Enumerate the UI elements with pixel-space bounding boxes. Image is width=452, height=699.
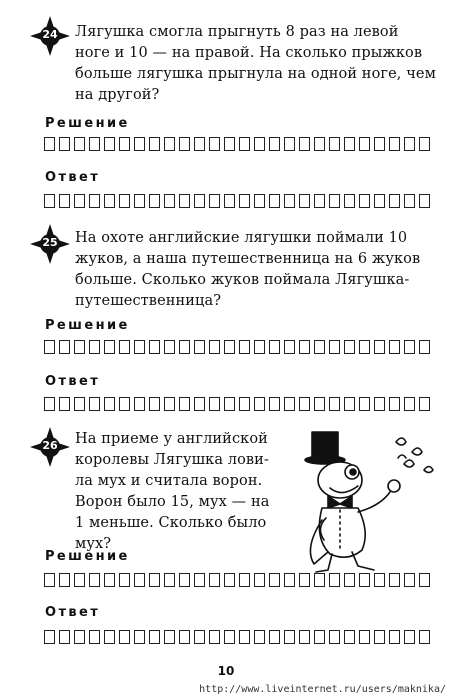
- answer-cell[interactable]: [74, 137, 85, 151]
- answer-cell[interactable]: [269, 630, 280, 644]
- answer-cell[interactable]: [134, 573, 145, 587]
- answer-cell[interactable]: [374, 137, 385, 151]
- answer-cell[interactable]: [209, 137, 220, 151]
- answer-cell[interactable]: [74, 573, 85, 587]
- answer-cell[interactable]: [224, 194, 235, 208]
- answer-cell[interactable]: [74, 397, 85, 411]
- answer-cell[interactable]: [194, 630, 205, 644]
- answer-cell[interactable]: [164, 397, 175, 411]
- compass-star-icon: [30, 224, 70, 264]
- answer-cell[interactable]: [224, 630, 235, 644]
- answer-cell[interactable]: [239, 137, 250, 151]
- answer-cell[interactable]: [164, 573, 175, 587]
- answer-cell[interactable]: [419, 573, 430, 587]
- answer-cell[interactable]: [164, 630, 175, 644]
- answer-cell[interactable]: [239, 194, 250, 208]
- answer-cell[interactable]: [419, 340, 430, 354]
- answer-cell[interactable]: [254, 397, 265, 411]
- answer-cell[interactable]: [314, 573, 325, 587]
- answer-cell[interactable]: [209, 573, 220, 587]
- answer-cell[interactable]: [74, 630, 85, 644]
- answer-cell[interactable]: [329, 194, 340, 208]
- answer-cell[interactable]: [359, 573, 370, 587]
- answer-cell[interactable]: [269, 137, 280, 151]
- answer-cell[interactable]: [164, 340, 175, 354]
- answer-cell[interactable]: [104, 397, 115, 411]
- answer-cell[interactable]: [224, 573, 235, 587]
- answer-cell[interactable]: [209, 194, 220, 208]
- answer-cell[interactable]: [419, 137, 430, 151]
- answer-cell[interactable]: [194, 573, 205, 587]
- answer-cell[interactable]: [209, 397, 220, 411]
- solution-label: Решение: [45, 318, 130, 333]
- solution-label: Решение: [45, 116, 130, 131]
- answer-cell[interactable]: [104, 573, 115, 587]
- answer-cell[interactable]: [284, 397, 295, 411]
- answer-cell[interactable]: [89, 194, 100, 208]
- answer-cell[interactable]: [119, 137, 130, 151]
- solution-label: Решение: [45, 549, 130, 564]
- answer-cell[interactable]: [44, 137, 55, 151]
- answer-cell[interactable]: [239, 340, 250, 354]
- answer-cell[interactable]: [344, 137, 355, 151]
- answer-cell[interactable]: [269, 194, 280, 208]
- answer-cell[interactable]: [224, 397, 235, 411]
- answer-cell[interactable]: [224, 137, 235, 151]
- problem-text: Лягушка смогла прыгнуть 8 раз на левой ноге и 10 — на правой. На сколько прыжков больше лягушка прыгнула на одной ноге, чем на другой?: [75, 24, 436, 103]
- problem-number: 24: [42, 28, 58, 41]
- answer-cell[interactable]: [194, 137, 205, 151]
- answer-cell[interactable]: [59, 137, 70, 151]
- answer-label: Ответ: [45, 605, 101, 620]
- answer-cell[interactable]: [389, 397, 400, 411]
- answer-cell[interactable]: [374, 340, 385, 354]
- answer-boxes[interactable]: [44, 630, 430, 644]
- compass-star-icon: [30, 16, 70, 56]
- answer-cell[interactable]: [389, 340, 400, 354]
- answer-cell[interactable]: [389, 630, 400, 644]
- answer-cell[interactable]: [419, 630, 430, 644]
- answer-cell[interactable]: [149, 630, 160, 644]
- answer-cell[interactable]: [239, 397, 250, 411]
- answer-label: Ответ: [45, 170, 101, 185]
- answer-cell[interactable]: [404, 340, 415, 354]
- answer-cell[interactable]: [59, 573, 70, 587]
- answer-cell[interactable]: [254, 340, 265, 354]
- frog-illustration: [300, 428, 446, 576]
- answer-cell[interactable]: [389, 194, 400, 208]
- answer-cell[interactable]: [284, 573, 295, 587]
- answer-cell[interactable]: [254, 194, 265, 208]
- answer-cell[interactable]: [194, 340, 205, 354]
- answer-cell[interactable]: [164, 194, 175, 208]
- answer-cell[interactable]: [209, 630, 220, 644]
- answer-cell[interactable]: [269, 573, 280, 587]
- answer-boxes[interactable]: [44, 397, 430, 411]
- answer-cell[interactable]: [344, 573, 355, 587]
- answer-cell[interactable]: [44, 397, 55, 411]
- answer-cell[interactable]: [404, 194, 415, 208]
- answer-cell[interactable]: [179, 630, 190, 644]
- answer-cell[interactable]: [404, 630, 415, 644]
- answer-cell[interactable]: [149, 573, 160, 587]
- answer-cell[interactable]: [59, 194, 70, 208]
- answer-cell[interactable]: [179, 397, 190, 411]
- answer-cell[interactable]: [134, 137, 145, 151]
- answer-cell[interactable]: [134, 340, 145, 354]
- answer-cell[interactable]: [314, 630, 325, 644]
- problem-number: 25: [42, 236, 58, 249]
- answer-cell[interactable]: [149, 194, 160, 208]
- answer-cell[interactable]: [284, 340, 295, 354]
- answer-cell[interactable]: [299, 137, 310, 151]
- answer-cell[interactable]: [104, 137, 115, 151]
- answer-cell[interactable]: [89, 573, 100, 587]
- watermark-url: http://www.liveinternet.ru/users/maknika/: [199, 684, 446, 695]
- solution-boxes[interactable]: [44, 573, 430, 587]
- answer-cell[interactable]: [404, 137, 415, 151]
- answer-cell[interactable]: [299, 630, 310, 644]
- answer-cell[interactable]: [404, 397, 415, 411]
- answer-cell[interactable]: [329, 397, 340, 411]
- answer-cell[interactable]: [284, 137, 295, 151]
- answer-cell[interactable]: [254, 137, 265, 151]
- answer-cell[interactable]: [254, 573, 265, 587]
- answer-cell[interactable]: [314, 397, 325, 411]
- answer-cell[interactable]: [224, 340, 235, 354]
- answer-cell[interactable]: [374, 397, 385, 411]
- answer-cell[interactable]: [329, 630, 340, 644]
- answer-cell[interactable]: [359, 397, 370, 411]
- answer-cell[interactable]: [149, 137, 160, 151]
- compass-star-icon: [30, 427, 70, 467]
- answer-cell[interactable]: [44, 573, 55, 587]
- answer-cell[interactable]: [344, 630, 355, 644]
- answer-cell[interactable]: [119, 630, 130, 644]
- answer-cell[interactable]: [374, 194, 385, 208]
- answer-cell[interactable]: [329, 137, 340, 151]
- problem-text: На приеме у английской королевы Лягушка лови- ла мух и считала ворон. Ворон было 15, мух — на 1 меньше. Сколько было мух?: [75, 431, 270, 552]
- answer-cell[interactable]: [329, 340, 340, 354]
- answer-cell[interactable]: [89, 137, 100, 151]
- answer-label: Ответ: [45, 374, 101, 389]
- answer-cell[interactable]: [314, 340, 325, 354]
- answer-cell[interactable]: [59, 340, 70, 354]
- answer-cell[interactable]: [164, 137, 175, 151]
- answer-cell[interactable]: [104, 194, 115, 208]
- answer-cell[interactable]: [419, 194, 430, 208]
- answer-cell[interactable]: [89, 630, 100, 644]
- solution-boxes[interactable]: [44, 340, 430, 354]
- answer-cell[interactable]: [119, 573, 130, 587]
- answer-cell[interactable]: [314, 194, 325, 208]
- answer-cell[interactable]: [299, 573, 310, 587]
- answer-cell[interactable]: [359, 137, 370, 151]
- answer-cell[interactable]: [344, 340, 355, 354]
- answer-cell[interactable]: [209, 340, 220, 354]
- answer-cell[interactable]: [89, 340, 100, 354]
- problem-text: На охоте английские лягушки поймали 10 жуков, а наша путешественница на 6 жуков больше. Сколько жуков поймала Лягушка- путешественница?: [75, 230, 421, 309]
- answer-cell[interactable]: [119, 397, 130, 411]
- answer-cell[interactable]: [194, 194, 205, 208]
- answer-cell[interactable]: [104, 630, 115, 644]
- answer-cell[interactable]: [239, 573, 250, 587]
- answer-cell[interactable]: [119, 194, 130, 208]
- answer-cell[interactable]: [389, 573, 400, 587]
- answer-cell[interactable]: [374, 630, 385, 644]
- answer-cell[interactable]: [74, 340, 85, 354]
- answer-cell[interactable]: [299, 340, 310, 354]
- answer-cell[interactable]: [299, 397, 310, 411]
- answer-cell[interactable]: [194, 397, 205, 411]
- answer-cell[interactable]: [179, 573, 190, 587]
- answer-cell[interactable]: [419, 397, 430, 411]
- answer-cell[interactable]: [179, 340, 190, 354]
- answer-cell[interactable]: [404, 573, 415, 587]
- answer-cell[interactable]: [134, 397, 145, 411]
- answer-cell[interactable]: [119, 340, 130, 354]
- answer-cell[interactable]: [89, 397, 100, 411]
- answer-cell[interactable]: [359, 194, 370, 208]
- problem-number: 26: [42, 439, 58, 452]
- answer-cell[interactable]: [344, 194, 355, 208]
- answer-cell[interactable]: [284, 194, 295, 208]
- answer-cell[interactable]: [134, 630, 145, 644]
- answer-cell[interactable]: [179, 194, 190, 208]
- answer-cell[interactable]: [149, 397, 160, 411]
- answer-cell[interactable]: [149, 340, 160, 354]
- answer-cell[interactable]: [44, 630, 55, 644]
- solution-boxes[interactable]: [44, 137, 430, 151]
- answer-cell[interactable]: [254, 630, 265, 644]
- answer-cell[interactable]: [359, 630, 370, 644]
- answer-cell[interactable]: [134, 194, 145, 208]
- answer-cell[interactable]: [44, 340, 55, 354]
- page-number: 10: [217, 664, 235, 678]
- answer-cell[interactable]: [314, 137, 325, 151]
- answer-cell[interactable]: [269, 340, 280, 354]
- answer-cell[interactable]: [239, 630, 250, 644]
- answer-boxes[interactable]: [44, 194, 430, 208]
- answer-cell[interactable]: [389, 137, 400, 151]
- answer-cell[interactable]: [329, 573, 340, 587]
- answer-cell[interactable]: [284, 630, 295, 644]
- answer-cell[interactable]: [344, 397, 355, 411]
- answer-cell[interactable]: [74, 194, 85, 208]
- answer-cell[interactable]: [269, 397, 280, 411]
- answer-cell[interactable]: [359, 340, 370, 354]
- answer-cell[interactable]: [44, 194, 55, 208]
- answer-cell[interactable]: [104, 340, 115, 354]
- answer-cell[interactable]: [59, 630, 70, 644]
- answer-cell[interactable]: [179, 137, 190, 151]
- answer-cell[interactable]: [299, 194, 310, 208]
- answer-cell[interactable]: [59, 397, 70, 411]
- answer-cell[interactable]: [374, 573, 385, 587]
